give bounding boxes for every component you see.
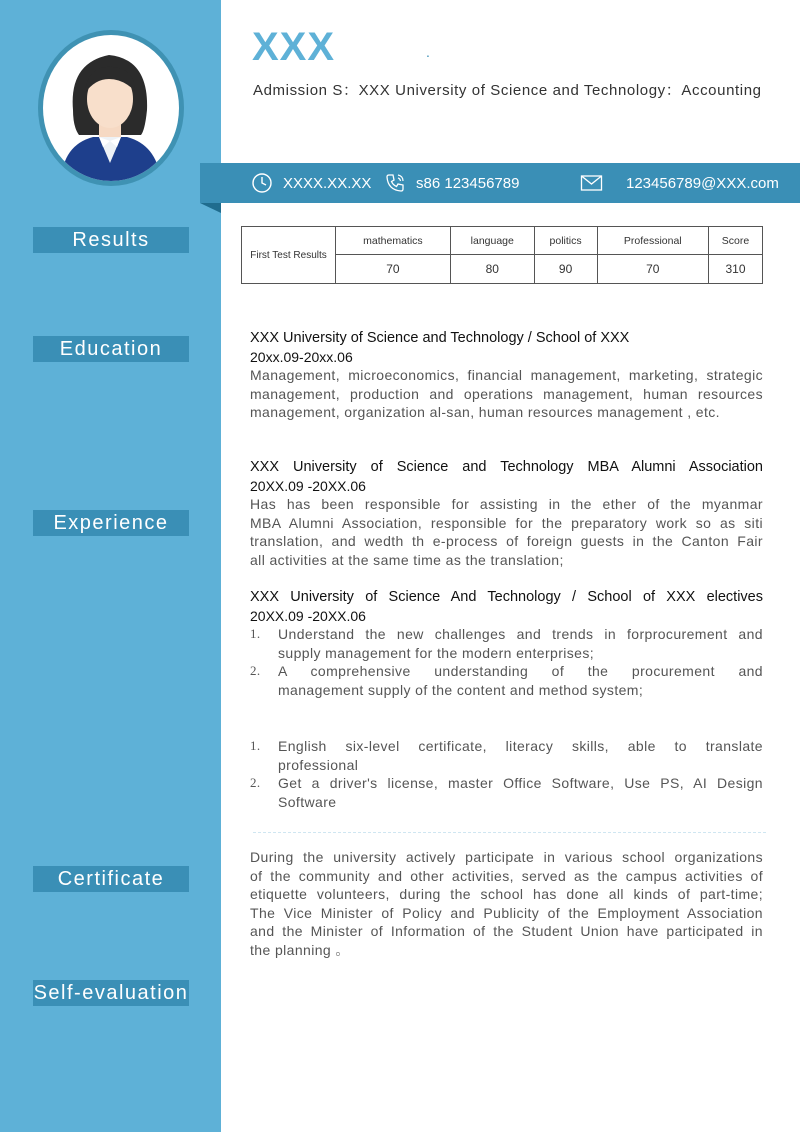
self-evaluation-text: [250, 848, 763, 959]
experience-date: 20XX.09 -20XX.06: [250, 477, 366, 494]
list-item: [250, 774, 763, 811]
text-line: The Vice Minister of Policy and Publicity of the Employment Association: [250, 904, 763, 921]
text-line: Has has been responsible for assisting in the ether of the myanmar: [250, 496, 763, 512]
avatar-icon: [43, 35, 179, 181]
text-line: translation, and wedth th e-process of foreign guests in the Canton Fair: [250, 533, 763, 549]
list-number: 2.: [250, 775, 261, 790]
text-line: During the university actively participate in various school organizations: [250, 849, 763, 865]
birth-date-text: XXXX.XX.XX: [283, 174, 372, 192]
text-line: MBA Alumni Association, responsible for the preparatory work so as siti: [250, 514, 763, 531]
text-line: professional: [278, 756, 359, 773]
value-cell: 90: [534, 255, 597, 284]
scores-table: [241, 226, 763, 284]
header-cell: politics: [534, 227, 597, 255]
experience-title: XXX University of Science and Technology MBA Alumni Association: [250, 459, 763, 475]
text-line: supply management for the modern enterprises;: [278, 644, 595, 661]
text-line: of the community and other activities, served as the campus activities of: [250, 867, 763, 884]
list-item: [250, 662, 763, 699]
text-line: A comprehensive understanding of the procurement and: [278, 663, 763, 679]
experience-entry: [250, 588, 763, 699]
text-line: all activities at the same time as the translation;: [250, 551, 564, 568]
certificate-block: [250, 737, 763, 811]
table-row: [242, 227, 763, 255]
text-line: management, production and operations management, human resources: [250, 385, 763, 402]
text-line: management supply of the content and method system;: [278, 681, 644, 698]
contact-bar: [200, 163, 800, 203]
phone-text: s86 123456789: [416, 174, 520, 192]
section-label-certificate: Certificate: [33, 866, 189, 892]
text-line: management, organization al-san, human resources management , etc.: [250, 404, 720, 420]
text-line: Understand the new challenges and trends in forprocurement and: [278, 626, 763, 642]
section-label-results: Results: [33, 227, 189, 253]
value-cell: 70: [336, 255, 451, 284]
contact-email: [580, 163, 779, 203]
list-number: 1.: [250, 626, 261, 641]
text-line: Get a driver's license, master Office Software, Use PS, AI Design: [278, 775, 763, 791]
header-cell: Score: [709, 227, 763, 255]
avatar: [43, 35, 179, 181]
phone-icon: [384, 172, 406, 194]
text-line: the planning 。: [250, 941, 350, 958]
email-text: 123456789@XXX.com: [626, 174, 779, 192]
experience-date: 20XX.09 -20XX.06: [250, 607, 366, 624]
education-title: XXX University of Science and Technology / School of XXX: [250, 330, 630, 346]
self-evaluation-block: [250, 848, 763, 959]
text-line: English six-level certificate, literacy skills, able to translate: [278, 738, 763, 754]
value-cell: 310: [709, 255, 763, 284]
candidate-name: XXX: [252, 25, 336, 69]
row-label-cell: First Test Results: [242, 227, 336, 284]
experience-entry: [250, 458, 763, 569]
text-line: and the Minister of Information of the Student Union have participated in: [250, 923, 763, 939]
section-divider: [253, 832, 766, 833]
value-cell: 70: [597, 255, 709, 284]
education-description: [250, 366, 763, 422]
name-dot: .: [426, 44, 430, 60]
list-number: 2.: [250, 663, 261, 678]
section-label-education: Education: [33, 336, 189, 362]
experience-title: XXX University of Science And Technology / School of XXX electives: [250, 589, 763, 605]
list-number: 1.: [250, 738, 261, 753]
section-label-self-evaluation: Self-evaluation: [33, 982, 189, 1004]
section-label-experience: Experience: [33, 510, 189, 536]
list-item: [250, 737, 763, 774]
header-cell: mathematics: [336, 227, 451, 255]
list-item: [250, 625, 763, 662]
header-cell: Professional: [597, 227, 709, 255]
header-cell: language: [450, 227, 534, 255]
text-line: Management, microeconomics, financial management, marketing, strategic: [250, 367, 763, 383]
education-block: [250, 329, 763, 422]
clock-icon: [251, 172, 273, 194]
contact-bar-fold: [200, 203, 221, 213]
text-line: Software: [278, 793, 337, 810]
mail-icon: [580, 174, 604, 192]
admission-subtitle: Admission S：XXX University of Science and Technology：Accounting: [253, 82, 762, 99]
value-cell: 80: [450, 255, 534, 284]
text-line: etiquette volunteers, during the school has done all kinds of part-time;: [250, 886, 763, 902]
experience-description: [250, 495, 763, 569]
contact-date: [251, 163, 371, 203]
education-date: 20xx.09-20xx.06: [250, 348, 353, 365]
contact-phone: [384, 163, 519, 203]
